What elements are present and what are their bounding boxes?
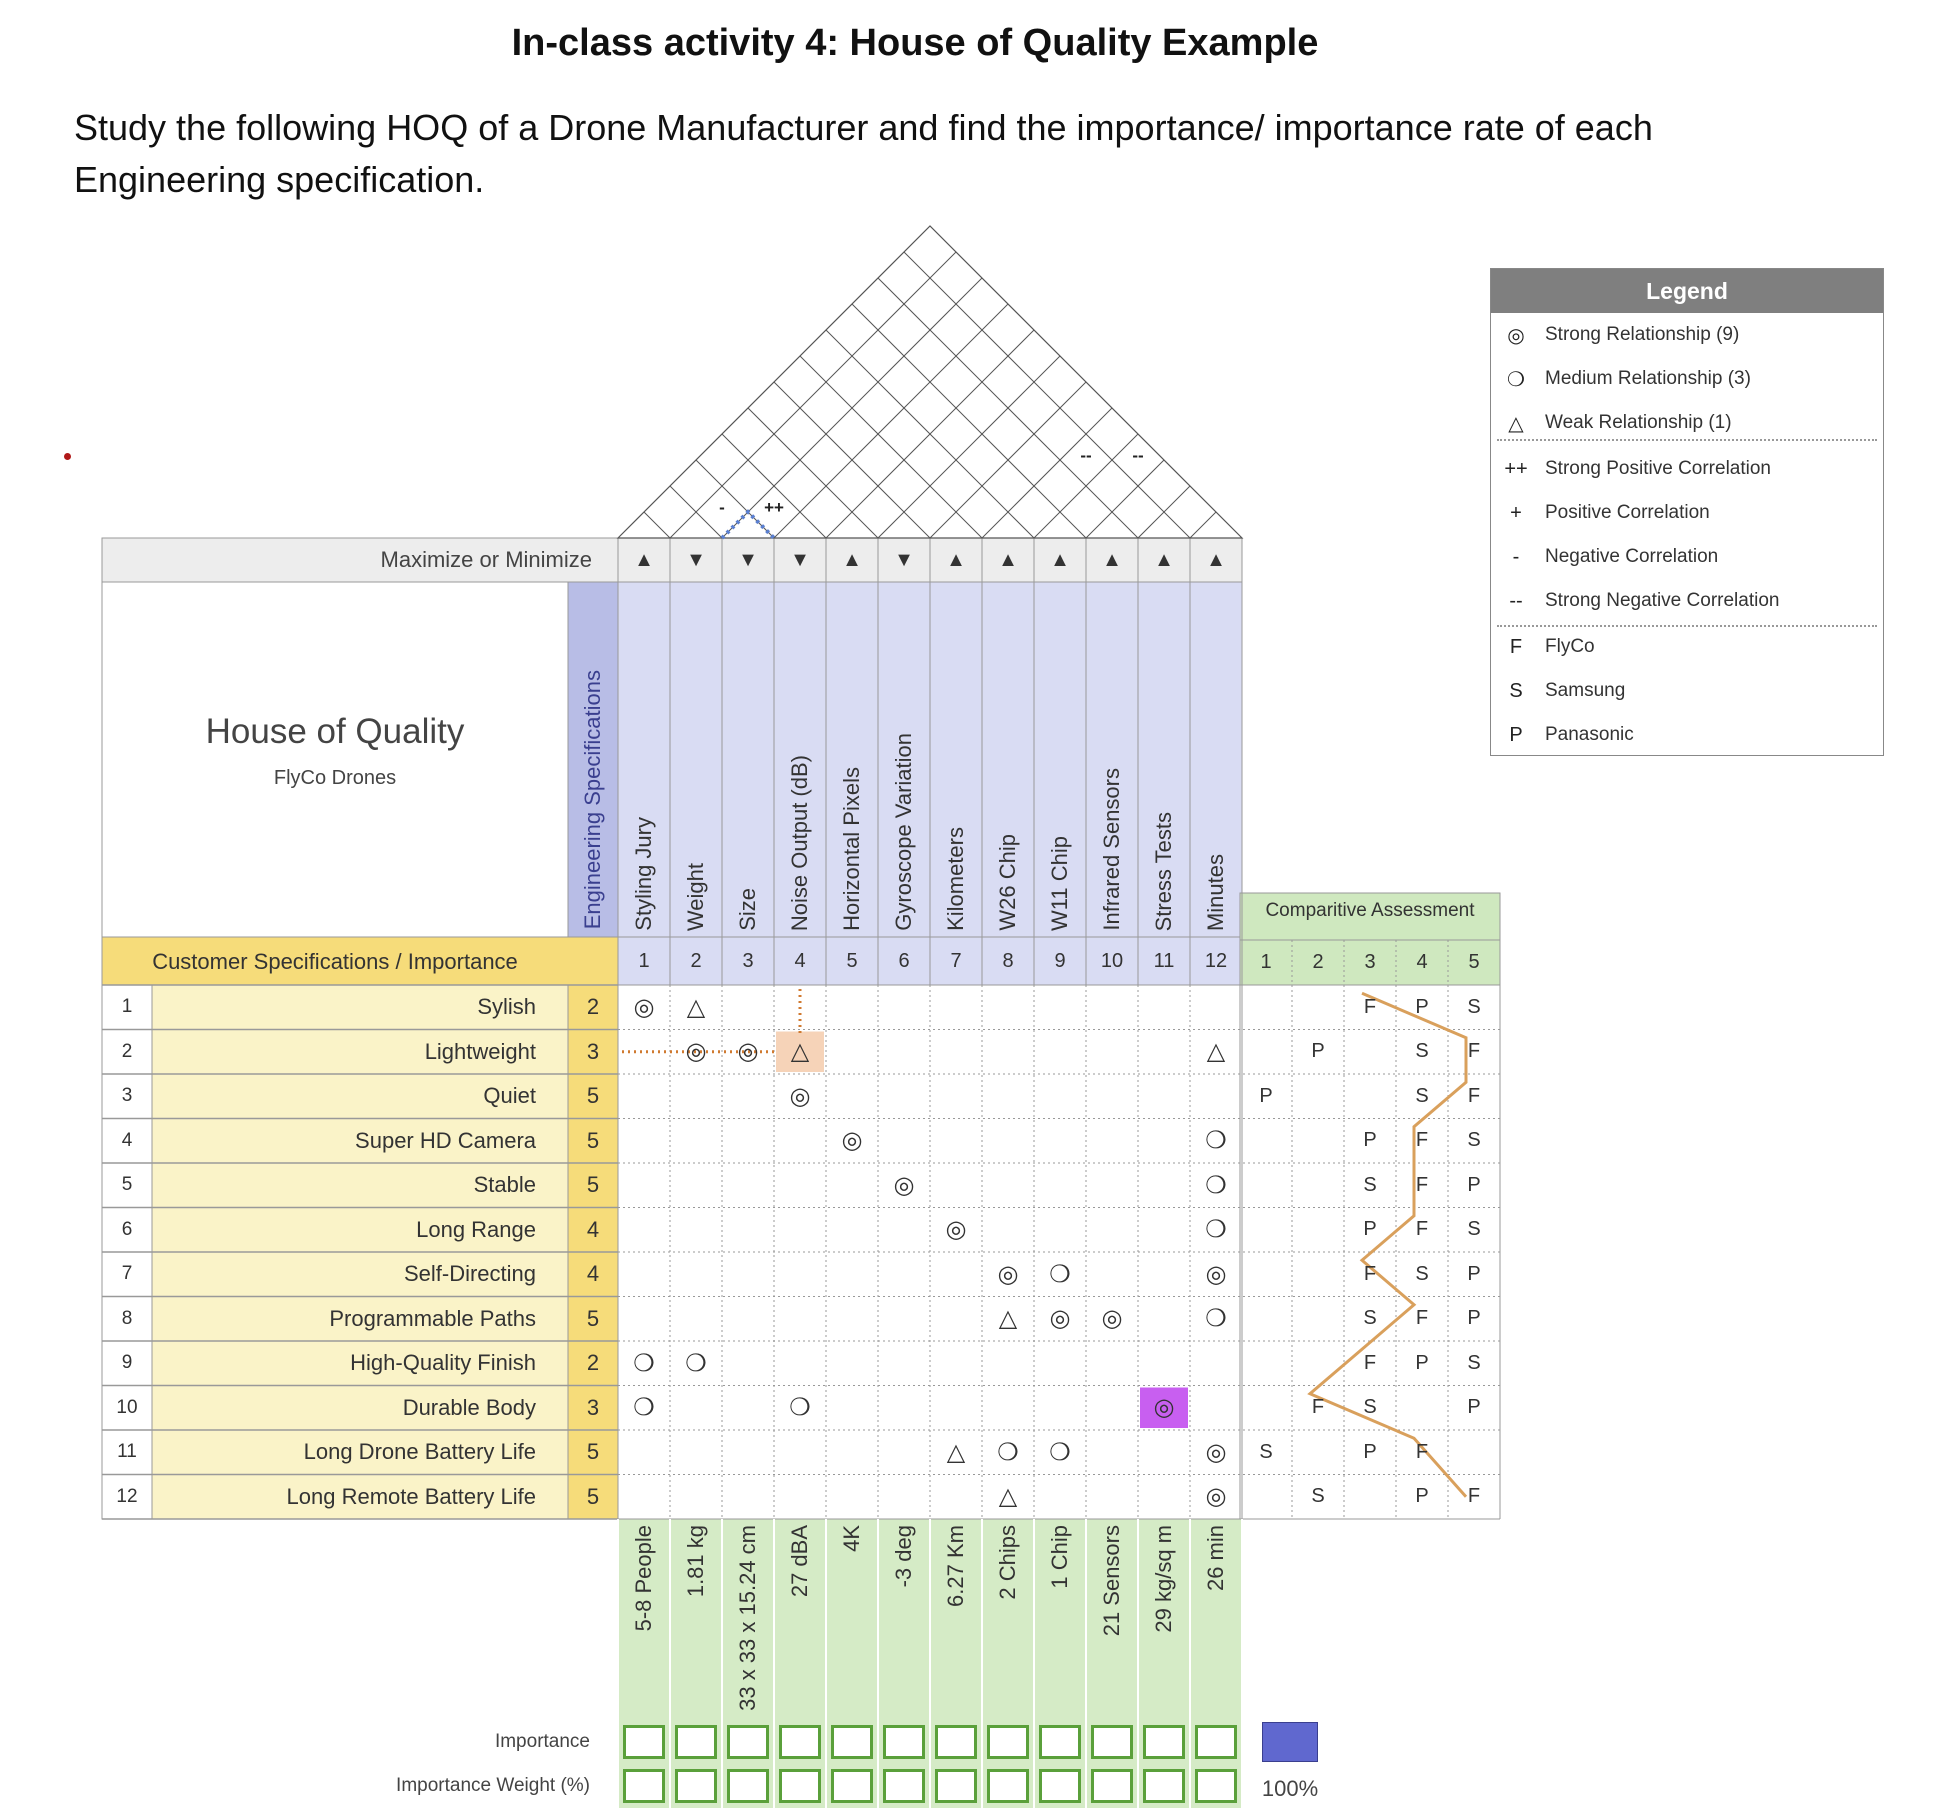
- legend-label: FlyCo: [1545, 636, 1595, 657]
- direction-arrow-icon: ▼: [790, 548, 810, 571]
- direction-arrow-icon: ▲: [1154, 548, 1174, 571]
- competitor-mark: P: [1467, 1307, 1481, 1330]
- spec-target-text: -3 deg: [891, 1525, 916, 1588]
- spec-name: [1034, 582, 1086, 931]
- requirement-name: Self-Directing: [403, 1261, 536, 1286]
- relationship-symbol-icon: ◎: [1153, 1394, 1175, 1422]
- direction-arrow-icon: ▲: [998, 548, 1018, 571]
- legend-symbol: --: [1509, 589, 1523, 612]
- spec-number: 9: [1054, 949, 1066, 972]
- requirement-importance: 4: [586, 1216, 600, 1242]
- importance-weight-box: [935, 1769, 977, 1803]
- importance-weight-box: [831, 1769, 873, 1803]
- direction-arrow-icon: ▲: [1050, 548, 1070, 571]
- competitor-mark: S: [1415, 1040, 1429, 1063]
- legend-symbol: ++: [1504, 457, 1528, 480]
- importance-box: [1091, 1725, 1133, 1759]
- eng-spec-header-text: Engineering Specifications: [580, 669, 605, 929]
- relationship-symbol-icon: ❍: [1049, 1438, 1071, 1466]
- spec-number: 8: [1002, 949, 1014, 972]
- competitor-mark: P: [1311, 1040, 1325, 1063]
- requirement-importance: 5: [586, 1127, 600, 1153]
- competitor-mark: F: [1467, 1485, 1481, 1508]
- spec-number: 10: [1100, 949, 1124, 972]
- maximize-label: Maximize or Minimize: [380, 547, 592, 572]
- comparative-header: Comparitive Assessment: [1265, 900, 1475, 921]
- requirement-name: Long Drone Battery Life: [303, 1439, 536, 1464]
- requirement-number: 7: [121, 1263, 133, 1285]
- competitor-mark: P: [1467, 1262, 1481, 1285]
- requirement-name: Durable Body: [402, 1394, 536, 1420]
- importance-box: [935, 1725, 977, 1759]
- importance-box: [675, 1725, 717, 1759]
- relationship-symbol-icon: ❍: [633, 1394, 655, 1422]
- relationship-symbol-icon: ❍: [1205, 1127, 1227, 1155]
- intro-text: Study the following HOQ of a Drone Manufacturer and find the importance/ importance rate of each Engineering specification.: [74, 107, 1653, 200]
- requirement-name: Quiet: [483, 1083, 536, 1108]
- comparative-rating-number: 5: [1468, 951, 1480, 973]
- spec-name: [982, 582, 1034, 931]
- legend-label: Strong Negative Correlation: [1545, 590, 1780, 611]
- spec-target-text: 6.27 Km: [943, 1525, 968, 1607]
- requirement-number: 5: [121, 1174, 133, 1196]
- spec-name: [878, 582, 930, 931]
- spec-name-text: Gyroscope Variation: [891, 733, 916, 931]
- relationship-symbol-icon: ◎: [997, 1260, 1019, 1288]
- hoq-title: House of Quality: [205, 712, 465, 751]
- legend-label: Positive Correlation: [1545, 502, 1710, 523]
- spec-number: 12: [1204, 949, 1228, 972]
- eng-spec-header: [568, 582, 618, 929]
- spec-target: [618, 1525, 670, 1666]
- requirement-name: Long Range: [416, 1216, 536, 1242]
- relationship-symbol-icon: ❍: [1205, 1171, 1227, 1199]
- relationship-symbol-icon: △: [1206, 1038, 1226, 1066]
- customer-header: Customer Specifications / Importance: [152, 949, 518, 974]
- total-weight: 100%: [1261, 1776, 1319, 1801]
- spec-target-text: 5-8 People: [631, 1525, 656, 1632]
- legend-symbol: +: [1510, 501, 1522, 524]
- competitor-mark: S: [1363, 1307, 1377, 1330]
- relationship-symbol-icon: ❍: [685, 1349, 707, 1377]
- requirement-importance: 5: [586, 1439, 600, 1465]
- legend-label: Medium Relationship (3): [1545, 368, 1751, 389]
- importance-box: [727, 1725, 769, 1759]
- competitor-mark: P: [1467, 1173, 1481, 1196]
- legend-symbol: F: [1509, 635, 1523, 658]
- legend-weak-icon: △: [1508, 412, 1524, 435]
- legend-label: Strong Relationship (9): [1545, 324, 1740, 345]
- competitor-mark: S: [1467, 1218, 1481, 1241]
- spec-target-text: 26 min: [1203, 1525, 1228, 1592]
- direction-arrow-icon: ▲: [842, 548, 862, 571]
- roof-correlation-mark: --: [1132, 446, 1144, 465]
- spec-name: [670, 582, 722, 931]
- requirement-name: High-Quality Finish: [350, 1350, 536, 1375]
- direction-arrow-icon: ▲: [1206, 548, 1226, 571]
- direction-arrow-icon: ▲: [1102, 548, 1122, 571]
- requirement-number: 6: [121, 1218, 133, 1240]
- spec-number: 2: [690, 949, 702, 972]
- spec-target-text: 1.81 kg: [683, 1525, 708, 1598]
- spec-number: 6: [898, 949, 910, 972]
- spec-number: 4: [794, 949, 806, 972]
- page-title: In-class activity 4: House of Quality Example: [511, 22, 1319, 64]
- relationship-symbol-icon: ◎: [1205, 1260, 1227, 1288]
- requirement-name: Lightweight: [424, 1038, 536, 1064]
- spec-name: [1086, 582, 1138, 931]
- relationship-symbol-icon: ◎: [633, 993, 655, 1021]
- relationship-symbol-icon: ◎: [893, 1171, 915, 1199]
- spec-target: [1034, 1525, 1086, 1666]
- requirement-name: Sylish: [477, 994, 536, 1019]
- requirement-importance: 3: [586, 1038, 600, 1064]
- legend-strong-icon: ◎: [1507, 324, 1525, 347]
- legend-label: Panasonic: [1545, 724, 1634, 745]
- spec-name-text: Horizontal Pixels: [839, 767, 864, 931]
- competitor-mark: F: [1363, 1351, 1377, 1374]
- competitor-mark: F: [1311, 1396, 1325, 1419]
- legend-symbol: S: [1509, 679, 1523, 702]
- competitor-mark: S: [1363, 1173, 1377, 1196]
- relationship-symbol-icon: △: [686, 993, 706, 1021]
- legend-heading: Legend: [1491, 269, 1883, 313]
- legend-label: Strong Positive Correlation: [1545, 458, 1771, 479]
- requirement-number: 3: [121, 1085, 133, 1107]
- spec-target: [1086, 1525, 1138, 1666]
- competitor-mark: P: [1415, 1485, 1429, 1508]
- spec-target-text: 33 x 33 x 15.24 cm: [735, 1525, 760, 1711]
- spec-name-text: Styling Jury: [631, 817, 656, 931]
- direction-arrow-icon: ▼: [686, 548, 706, 571]
- competitor-mark: P: [1415, 1351, 1429, 1374]
- competitor-mark: F: [1415, 1307, 1429, 1330]
- hoq-subtitle: FlyCo Drones: [273, 767, 397, 789]
- relationship-symbol-icon: ◎: [685, 1038, 707, 1066]
- legend-medium-icon: ❍: [1507, 368, 1525, 391]
- relationship-symbol-icon: ❍: [1205, 1216, 1227, 1244]
- requirement-importance: 5: [586, 1305, 600, 1331]
- spec-number: 1: [638, 949, 650, 972]
- legend-symbol: P: [1509, 723, 1523, 746]
- spec-target: [930, 1525, 982, 1666]
- requirement-name: Long Remote Battery Life: [286, 1483, 536, 1509]
- spec-target: [1138, 1525, 1190, 1666]
- relationship-symbol-icon: △: [998, 1305, 1018, 1333]
- spec-target-text: 29 kg/sq m: [1151, 1525, 1176, 1633]
- spec-target: [670, 1525, 722, 1666]
- competitor-mark: F: [1363, 995, 1377, 1018]
- direction-arrow-icon: ▼: [894, 548, 914, 571]
- requirement-number: 1: [121, 996, 133, 1018]
- requirement-number: 10: [116, 1396, 138, 1418]
- spec-number: 11: [1153, 949, 1175, 972]
- requirement-number: 9: [121, 1352, 133, 1374]
- requirement-importance: 2: [586, 1350, 600, 1376]
- spec-name: [930, 582, 982, 931]
- competitor-mark: S: [1467, 1129, 1481, 1152]
- importance-weight-box: [1039, 1769, 1081, 1803]
- requirement-importance: 5: [586, 1483, 600, 1509]
- competitor-mark: P: [1363, 1129, 1377, 1152]
- relationship-symbol-icon: ◎: [789, 1082, 811, 1110]
- competitor-mark: F: [1467, 1084, 1481, 1107]
- requirement-number: 11: [117, 1441, 137, 1463]
- spec-target: [722, 1525, 774, 1711]
- requirement-name: Super HD Camera: [355, 1127, 536, 1153]
- spec-target-text: 2 Chips: [995, 1525, 1020, 1600]
- relationship-symbol-icon: ◎: [841, 1127, 863, 1155]
- competitor-mark: F: [1363, 1262, 1377, 1285]
- spec-name: [774, 582, 826, 931]
- relationship-symbol-icon: △: [998, 1483, 1018, 1511]
- requirement-number: 8: [121, 1307, 133, 1329]
- importance-box: [1195, 1725, 1237, 1759]
- spec-name: [1190, 582, 1242, 931]
- requirement-importance: 5: [586, 1083, 600, 1109]
- competitor-mark: F: [1467, 1040, 1481, 1063]
- importance-weight-label: Importance Weight (%): [396, 1775, 590, 1796]
- importance-weight-box: [1091, 1769, 1133, 1803]
- requirement-number: 12: [116, 1485, 138, 1507]
- requirement-importance: 5: [586, 1172, 600, 1198]
- spec-name-text: Noise Output (dB): [787, 754, 812, 931]
- competitor-mark: F: [1415, 1173, 1429, 1196]
- roof-correlation-mark: ++: [764, 498, 784, 517]
- spec-name-text: Stress Tests: [1151, 811, 1176, 931]
- competitor-mark: F: [1415, 1440, 1429, 1463]
- requirement-importance: 2: [586, 994, 600, 1020]
- spec-name-text: Kilometers: [943, 827, 968, 931]
- relationship-symbol-icon: ❍: [1049, 1260, 1071, 1288]
- relationship-symbol-icon: ◎: [1205, 1438, 1227, 1466]
- comparative-rating-number: 2: [1312, 951, 1324, 973]
- spec-target-text: 27 dBA: [787, 1525, 812, 1598]
- legend-symbol: -: [1512, 545, 1520, 568]
- competitor-mark: S: [1311, 1485, 1325, 1508]
- legend-label: Samsung: [1545, 680, 1626, 701]
- relationship-symbol-icon: ❍: [633, 1349, 655, 1377]
- competitor-mark: S: [1415, 1262, 1429, 1285]
- spec-name-text: W11 Chip: [1047, 836, 1072, 931]
- importance-box: [883, 1725, 925, 1759]
- direction-arrow-icon: ▼: [738, 548, 758, 571]
- spec-name-text: Size: [735, 888, 760, 931]
- roof-correlation-mark: -: [719, 498, 725, 517]
- requirement-number: 4: [121, 1129, 133, 1151]
- competitor-mark: S: [1467, 1351, 1481, 1374]
- relationship-symbol-icon: ◎: [1049, 1305, 1071, 1333]
- importance-box: [779, 1725, 821, 1759]
- spec-number: 7: [950, 949, 962, 972]
- competitor-mark: F: [1415, 1129, 1429, 1152]
- importance-weight-box: [675, 1769, 717, 1803]
- legend-label: Negative Correlation: [1545, 546, 1719, 567]
- importance-box: [831, 1725, 873, 1759]
- requirement-name: Stable: [473, 1172, 536, 1197]
- importance-weight-box: [623, 1769, 665, 1803]
- importance-box: [1143, 1725, 1185, 1759]
- spec-target: [878, 1525, 930, 1666]
- importance-box: [1039, 1725, 1081, 1759]
- comparative-rating-number: 4: [1416, 951, 1428, 973]
- competitor-mark: S: [1415, 1084, 1429, 1107]
- competitor-mark: S: [1259, 1440, 1273, 1463]
- importance-weight-box: [779, 1769, 821, 1803]
- importance-weight-box: [987, 1769, 1029, 1803]
- relationship-symbol-icon: △: [946, 1438, 966, 1466]
- direction-arrow-icon: ▲: [634, 548, 654, 571]
- spec-number: 3: [742, 949, 754, 972]
- spec-name: [618, 582, 670, 931]
- importance-weight-box: [727, 1769, 769, 1803]
- direction-arrow-icon: ▲: [946, 548, 966, 571]
- competitor-mark: S: [1467, 995, 1481, 1018]
- importance-weight-box: [1195, 1769, 1237, 1803]
- competitor-mark: P: [1259, 1084, 1273, 1107]
- relationship-symbol-icon: ❍: [997, 1438, 1019, 1466]
- comparative-rating-number: 3: [1364, 951, 1376, 973]
- roof-correlation-mark: --: [1080, 446, 1092, 465]
- requirement-importance: 3: [586, 1394, 600, 1420]
- spec-number: 5: [846, 949, 858, 972]
- spec-name-text: Infrared Sensors: [1099, 768, 1124, 931]
- relationship-symbol-icon: △: [790, 1038, 810, 1066]
- spec-name: [1138, 582, 1190, 931]
- importance-weight-box: [1143, 1769, 1185, 1803]
- spec-target: [1190, 1525, 1242, 1666]
- legend-label: Weak Relationship (1): [1545, 412, 1732, 433]
- spec-name-text: W26 Chip: [995, 834, 1020, 931]
- competitor-mark: P: [1415, 995, 1429, 1018]
- spec-target-text: 1 Chip: [1047, 1525, 1072, 1589]
- importance-label: Importance: [494, 1731, 590, 1752]
- spec-target-text: 21 Sensors: [1099, 1525, 1124, 1637]
- comparative-rating-number: 1: [1260, 951, 1272, 973]
- competitor-mark: P: [1363, 1218, 1377, 1241]
- relationship-symbol-icon: ◎: [737, 1038, 759, 1066]
- title-box: [102, 582, 568, 937]
- requirement-importance: 4: [586, 1261, 600, 1287]
- spec-name-text: Minutes: [1203, 853, 1228, 931]
- competitor-mark: P: [1467, 1396, 1481, 1419]
- spec-target: [826, 1525, 878, 1666]
- spec-target: [982, 1525, 1034, 1666]
- spec-target: [774, 1525, 826, 1666]
- relationship-symbol-icon: ◎: [945, 1216, 967, 1244]
- competitor-mark: P: [1363, 1440, 1377, 1463]
- requirement-name: Programmable Paths: [329, 1305, 536, 1331]
- total-importance-swatch: [1262, 1722, 1318, 1762]
- spec-name: [826, 582, 878, 931]
- relationship-symbol-icon: ◎: [1101, 1305, 1123, 1333]
- relationship-symbol-icon: ❍: [789, 1394, 811, 1422]
- requirement-number: 2: [121, 1040, 133, 1062]
- importance-box: [623, 1725, 665, 1759]
- competitor-mark: F: [1415, 1218, 1429, 1241]
- competitor-mark: S: [1363, 1396, 1377, 1419]
- spec-name-text: Weight: [683, 862, 708, 931]
- importance-weight-box: [883, 1769, 925, 1803]
- importance-box: [987, 1725, 1029, 1759]
- relationship-symbol-icon: ◎: [1205, 1483, 1227, 1511]
- spec-target-text: 4K: [839, 1525, 864, 1552]
- spec-name: [722, 582, 774, 931]
- relationship-symbol-icon: ❍: [1205, 1305, 1227, 1333]
